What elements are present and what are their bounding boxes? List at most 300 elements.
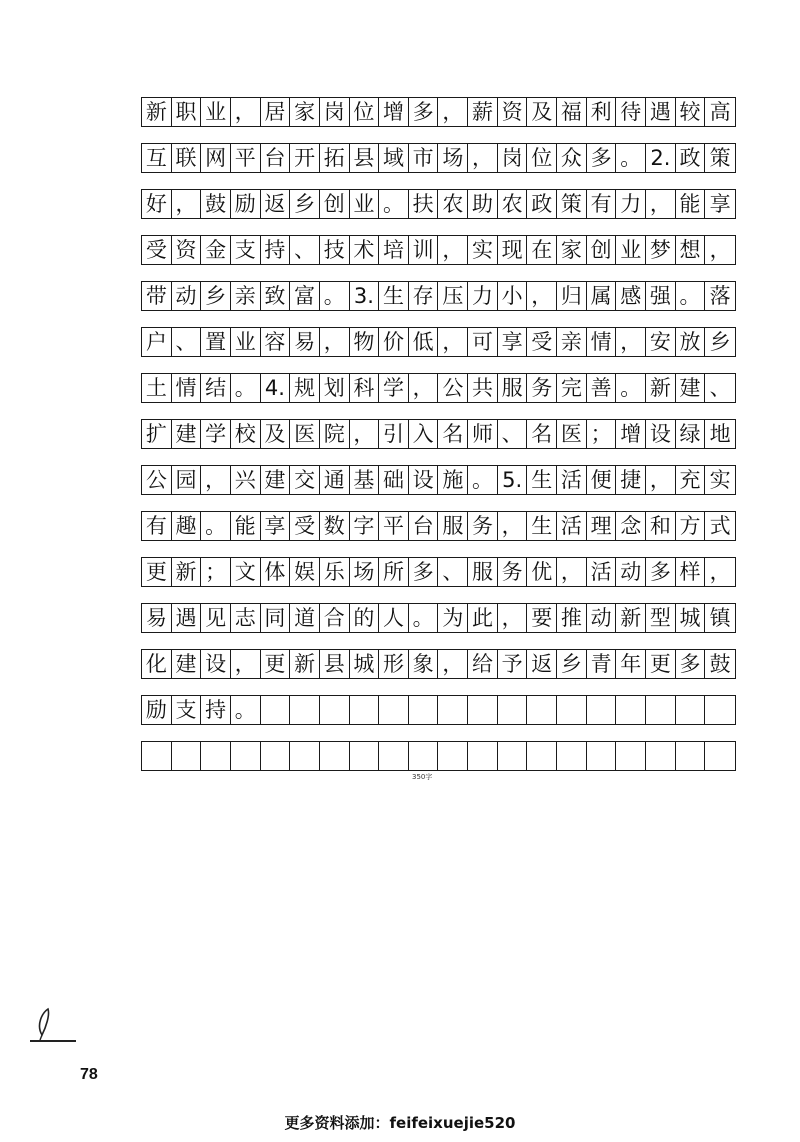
grid-cell: 存 <box>409 282 439 310</box>
grid-cell <box>350 742 380 770</box>
grid-cell: 设 <box>409 466 439 494</box>
grid-cell: 平 <box>379 512 409 540</box>
grid-cell: 返 <box>527 650 557 678</box>
grid-cell: 多 <box>587 144 617 172</box>
grid-cell: 受 <box>290 512 320 540</box>
grid-cell: 家 <box>557 236 587 264</box>
grid-cell: 建 <box>676 374 706 402</box>
grid-cell <box>320 696 350 724</box>
grid-row <box>141 511 736 541</box>
grid-cell: ， <box>646 190 676 218</box>
grid-cell: 有 <box>142 512 172 540</box>
grid-cell <box>616 742 646 770</box>
grid-cell: ， <box>498 604 528 632</box>
grid-cell: 道 <box>290 604 320 632</box>
grid-cell: 务 <box>498 558 528 586</box>
grid-cell: ， <box>527 282 557 310</box>
grid-cell: 在 <box>527 236 557 264</box>
grid-cell <box>498 742 528 770</box>
grid-cell: 落 <box>709 283 731 308</box>
grid-cell: 市 <box>409 144 439 172</box>
grid-cell: 入 <box>409 420 439 448</box>
grid-row <box>141 603 736 633</box>
grid-cell: 低 <box>409 328 439 356</box>
grid-cell: 动 <box>172 282 202 310</box>
grid-row <box>141 235 736 265</box>
grid-cell: 多 <box>676 650 706 678</box>
grid-cell: 趣 <box>172 512 202 540</box>
grid-cell <box>527 742 557 770</box>
grid-row <box>141 373 736 403</box>
grid-cell: 基 <box>350 466 380 494</box>
grid-cell <box>646 742 676 770</box>
grid-cell: 便 <box>587 466 617 494</box>
grid-cell: 医 <box>557 420 587 448</box>
grid-cell <box>438 696 468 724</box>
grid-cell: 创 <box>587 236 617 264</box>
grid-cell: 、 <box>709 375 731 400</box>
grid-cell: 更 <box>646 650 676 678</box>
grid-cell: ， <box>350 420 380 448</box>
grid-cell: 增 <box>616 420 646 448</box>
grid-cell: 业 <box>350 190 380 218</box>
grid-cell: 县 <box>320 650 350 678</box>
grid-cell: 农 <box>438 190 468 218</box>
grid-cell: 放 <box>676 328 706 356</box>
grid-cell: 资 <box>172 236 202 264</box>
grid-cell: 的 <box>350 604 380 632</box>
grid-cell: 高 <box>709 99 731 124</box>
grid-cell: 文 <box>231 558 261 586</box>
grid-cell: 建 <box>172 420 202 448</box>
grid-cell: 此 <box>468 604 498 632</box>
grid-cell <box>557 696 587 724</box>
grid-cell: 施 <box>438 466 468 494</box>
grid-cell: 所 <box>379 558 409 586</box>
grid-cell: 数 <box>320 512 350 540</box>
grid-cell: 乡 <box>290 190 320 218</box>
pen-icon <box>28 1005 78 1045</box>
grid-cell: 服 <box>468 558 498 586</box>
grid-cell: 鼓 <box>709 651 731 676</box>
grid-cell: 校 <box>231 420 261 448</box>
grid-cell: 服 <box>438 512 468 540</box>
grid-cell <box>350 696 380 724</box>
essay-grid <box>141 97 736 787</box>
grid-cell: 。 <box>616 374 646 402</box>
grid-cell: 合 <box>320 604 350 632</box>
grid-cell: ， <box>557 558 587 586</box>
grid-cell: 活 <box>557 466 587 494</box>
grid-cell: 易 <box>142 604 172 632</box>
grid-cell <box>616 696 646 724</box>
grid-cell: 价 <box>379 328 409 356</box>
grid-cell: 情 <box>172 374 202 402</box>
grid-cell: 。 <box>231 696 261 724</box>
grid-cell: 师 <box>468 420 498 448</box>
grid-cell: 多 <box>409 98 439 126</box>
grid-cell: 生 <box>527 512 557 540</box>
footer-note: 更多资料添加：feifeixuejie520 <box>284 1114 516 1132</box>
grid-cell: 励 <box>142 696 172 724</box>
grid-cell: 支 <box>172 696 202 724</box>
grid-cell: ； <box>201 558 231 586</box>
grid-cell: 实 <box>468 236 498 264</box>
grid-cell: 划 <box>320 374 350 402</box>
grid-cell: 捷 <box>616 466 646 494</box>
grid-cell: 居 <box>261 98 291 126</box>
grid-cell: 物 <box>350 328 380 356</box>
grid-cell: 。 <box>379 190 409 218</box>
grid-row <box>141 695 736 725</box>
grid-cell: 设 <box>201 650 231 678</box>
grid-cell: 能 <box>676 190 706 218</box>
grid-cell: 完 <box>557 374 587 402</box>
grid-cell: 善 <box>587 374 617 402</box>
grid-cell: 。 <box>231 374 261 402</box>
grid-cell: 象 <box>409 650 439 678</box>
grid-cell: 新 <box>290 650 320 678</box>
grid-cell <box>468 742 498 770</box>
grid-cell: 多 <box>409 558 439 586</box>
grid-cell: 乡 <box>557 650 587 678</box>
grid-cell: 实 <box>709 467 731 492</box>
grid-cell <box>261 696 291 724</box>
grid-cell: 城 <box>676 604 706 632</box>
grid-cell: 地 <box>709 421 731 446</box>
grid-cell: ， <box>231 650 261 678</box>
grid-cell: ， <box>468 144 498 172</box>
grid-cell: 。 <box>201 512 231 540</box>
grid-cell: 开 <box>290 144 320 172</box>
grid-cell: 策 <box>557 190 587 218</box>
grid-cell: 。 <box>676 282 706 310</box>
grid-cell: 待 <box>616 98 646 126</box>
grid-cell: 规 <box>290 374 320 402</box>
grid-cell: 鼓 <box>201 190 231 218</box>
grid-cell: 础 <box>379 466 409 494</box>
grid-cell: 体 <box>261 558 291 586</box>
grid-cell: ， <box>438 650 468 678</box>
grid-cell: ， <box>320 328 350 356</box>
grid-cell: 乡 <box>201 282 231 310</box>
grid-cell: 致 <box>261 282 291 310</box>
grid-row <box>141 557 736 587</box>
page-number: 78 <box>80 1066 98 1083</box>
grid-cell: 园 <box>172 466 202 494</box>
grid-cell: 台 <box>409 512 439 540</box>
grid-cell: 县 <box>350 144 380 172</box>
grid-cell: 为 <box>438 604 468 632</box>
grid-cell: 3. <box>350 282 380 310</box>
grid-cell: 城 <box>350 650 380 678</box>
grid-cell: 4. <box>261 374 291 402</box>
grid-cell: 业 <box>231 328 261 356</box>
grid-cell: 引 <box>379 420 409 448</box>
grid-cell: 学 <box>379 374 409 402</box>
grid-cell: 。 <box>409 604 439 632</box>
grid-cell: 生 <box>379 282 409 310</box>
grid-cell: 富 <box>290 282 320 310</box>
grid-cell: 平 <box>231 144 261 172</box>
grid-cell: 式 <box>709 513 731 538</box>
grid-cell: 众 <box>557 144 587 172</box>
grid-row <box>141 97 736 127</box>
grid-cell <box>705 742 735 770</box>
grid-cell: 家 <box>290 98 320 126</box>
grid-cell: 可 <box>468 328 498 356</box>
grid-cell: 位 <box>350 98 380 126</box>
grid-cell: 。 <box>468 466 498 494</box>
grid-cell: 化 <box>142 650 172 678</box>
grid-cell: 更 <box>142 558 172 586</box>
grid-cell: 梦 <box>646 236 676 264</box>
grid-cell: 金 <box>201 236 231 264</box>
grid-cell: 新 <box>616 604 646 632</box>
grid-cell: 台 <box>261 144 291 172</box>
grid-cell: 年 <box>616 650 646 678</box>
grid-cell: 。 <box>616 144 646 172</box>
grid-cell: ， <box>438 98 468 126</box>
grid-cell: 力 <box>616 190 646 218</box>
grid-cell: 同 <box>261 604 291 632</box>
grid-row <box>141 419 736 449</box>
grid-cell: ， <box>409 374 439 402</box>
grid-cell: ， <box>201 466 231 494</box>
grid-cell <box>557 742 587 770</box>
grid-cell: 受 <box>142 236 172 264</box>
grid-cell: 亲 <box>557 328 587 356</box>
grid-cell: 职 <box>172 98 202 126</box>
grid-cell: 建 <box>172 650 202 678</box>
grid-cell: 和 <box>646 512 676 540</box>
grid-cell: 有 <box>587 190 617 218</box>
grid-cell: 助 <box>468 190 498 218</box>
grid-cell: 想 <box>676 236 706 264</box>
grid-cell: 名 <box>438 420 468 448</box>
grid-cell <box>201 742 231 770</box>
grid-cell: 政 <box>527 190 557 218</box>
grid-cell: 力 <box>468 282 498 310</box>
grid-cell: 生 <box>527 466 557 494</box>
grid-cell: 新 <box>172 558 202 586</box>
grid-cell: 好 <box>142 190 172 218</box>
grid-cell: 乡 <box>709 329 731 354</box>
grid-cell: 业 <box>616 236 646 264</box>
grid-cell: 户 <box>142 328 172 356</box>
grid-cell <box>261 742 291 770</box>
grid-cell: 娱 <box>290 558 320 586</box>
grid-row <box>141 327 736 357</box>
grid-cell: ， <box>616 328 646 356</box>
grid-cell: 通 <box>320 466 350 494</box>
grid-cell <box>587 742 617 770</box>
grid-cell: 励 <box>231 190 261 218</box>
grid-cell: 利 <box>587 98 617 126</box>
grid-cell: 策 <box>709 145 731 170</box>
grid-cell: 扶 <box>409 190 439 218</box>
grid-row <box>141 281 736 311</box>
grid-cell: 持 <box>201 696 231 724</box>
grid-cell: 公 <box>438 374 468 402</box>
grid-cell: 增 <box>379 98 409 126</box>
grid-cell: ， <box>231 98 261 126</box>
grid-cell: 较 <box>676 98 706 126</box>
grid-cell: 训 <box>409 236 439 264</box>
grid-cell: 网 <box>201 144 231 172</box>
grid-cell <box>231 742 261 770</box>
grid-cell: 方 <box>676 512 706 540</box>
grid-cell: 人 <box>379 604 409 632</box>
grid-cell: 结 <box>201 374 231 402</box>
grid-cell: 容 <box>261 328 291 356</box>
grid-cell: 念 <box>616 512 646 540</box>
grid-cell: 多 <box>646 558 676 586</box>
grid-row <box>141 741 736 771</box>
grid-cell: 归 <box>557 282 587 310</box>
grid-cell: 字 <box>350 512 380 540</box>
grid-cell: 感 <box>616 282 646 310</box>
grid-cell: 形 <box>379 650 409 678</box>
grid-cell: 科 <box>350 374 380 402</box>
grid-cell: ， <box>646 466 676 494</box>
grid-cell: 新 <box>646 374 676 402</box>
grid-cell: 土 <box>142 374 172 402</box>
grid-cell: 活 <box>587 558 617 586</box>
grid-cell <box>468 696 498 724</box>
grid-cell: 安 <box>646 328 676 356</box>
grid-cell <box>527 696 557 724</box>
grid-cell: 推 <box>557 604 587 632</box>
grid-cell <box>290 742 320 770</box>
grid-cell: ， <box>498 512 528 540</box>
grid-cell: 要 <box>527 604 557 632</box>
grid-cell: 、 <box>172 328 202 356</box>
grid-cell: 亲 <box>231 282 261 310</box>
grid-cell: 样 <box>676 558 706 586</box>
grid-cell: 乐 <box>320 558 350 586</box>
grid-cell <box>409 696 439 724</box>
grid-row <box>141 189 736 219</box>
grid-cell: 充 <box>676 466 706 494</box>
grid-cell: ， <box>438 328 468 356</box>
grid-cell: 带 <box>142 282 172 310</box>
grid-cell: 公 <box>142 466 172 494</box>
word-count-label: 350字 <box>412 773 433 781</box>
grid-cell: 服 <box>498 374 528 402</box>
grid-cell: 业 <box>201 98 231 126</box>
grid-cell: 技 <box>320 236 350 264</box>
grid-cell: 院 <box>320 420 350 448</box>
grid-cell: 绿 <box>676 420 706 448</box>
grid-cell: 更 <box>261 650 291 678</box>
grid-cell: 属 <box>587 282 617 310</box>
grid-cell: 支 <box>231 236 261 264</box>
grid-cell: 场 <box>438 144 468 172</box>
grid-cell: 活 <box>557 512 587 540</box>
grid-cell: ， <box>172 190 202 218</box>
grid-cell: 务 <box>468 512 498 540</box>
grid-cell: 及 <box>261 420 291 448</box>
grid-cell: 学 <box>201 420 231 448</box>
grid-cell: 型 <box>646 604 676 632</box>
grid-cell: 联 <box>172 144 202 172</box>
grid-cell: 扩 <box>142 420 172 448</box>
grid-cell: ， <box>438 236 468 264</box>
grid-cell: 遇 <box>646 98 676 126</box>
grid-cell: 资 <box>498 98 528 126</box>
grid-cell: 、 <box>290 236 320 264</box>
grid-cell: 农 <box>498 190 528 218</box>
grid-cell: 共 <box>468 374 498 402</box>
grid-cell <box>379 742 409 770</box>
grid-cell: 交 <box>290 466 320 494</box>
grid-cell: 返 <box>261 190 291 218</box>
grid-cell: 动 <box>616 558 646 586</box>
grid-cell: 强 <box>646 282 676 310</box>
grid-cell: 镇 <box>709 605 731 630</box>
grid-cell: 理 <box>587 512 617 540</box>
grid-cell: 志 <box>231 604 261 632</box>
grid-cell: 给 <box>468 650 498 678</box>
grid-cell <box>498 696 528 724</box>
grid-cell: 压 <box>438 282 468 310</box>
grid-cell: 青 <box>587 650 617 678</box>
grid-cell: 场 <box>350 558 380 586</box>
grid-cell <box>379 696 409 724</box>
grid-cell: 享 <box>709 191 731 216</box>
grid-cell: 动 <box>587 604 617 632</box>
grid-cell: 享 <box>261 512 291 540</box>
grid-cell: 岗 <box>498 144 528 172</box>
grid-cell: 、 <box>438 558 468 586</box>
grid-cell <box>142 742 172 770</box>
grid-cell: 设 <box>646 420 676 448</box>
grid-cell: 福 <box>557 98 587 126</box>
grid-cell <box>676 696 706 724</box>
grid-cell <box>646 696 676 724</box>
grid-row <box>141 143 736 173</box>
grid-cell: ， <box>709 559 731 584</box>
grid-cell: 务 <box>527 374 557 402</box>
grid-cell: 予 <box>498 650 528 678</box>
grid-cell: 培 <box>379 236 409 264</box>
grid-cell: 及 <box>527 98 557 126</box>
grid-cell: 置 <box>201 328 231 356</box>
grid-cell: 能 <box>231 512 261 540</box>
grid-cell <box>290 696 320 724</box>
grid-cell: 医 <box>290 420 320 448</box>
grid-cell: 位 <box>527 144 557 172</box>
grid-cell <box>676 742 706 770</box>
grid-cell: 情 <box>587 328 617 356</box>
grid-cell: 持 <box>261 236 291 264</box>
grid-cell: 政 <box>676 144 706 172</box>
grid-cell: 。 <box>320 282 350 310</box>
grid-cell <box>409 742 439 770</box>
grid-cell <box>587 696 617 724</box>
grid-cell <box>705 696 735 724</box>
grid-cell: 新 <box>142 98 172 126</box>
grid-cell: 薪 <box>468 98 498 126</box>
grid-cell: 名 <box>527 420 557 448</box>
grid-cell: 受 <box>527 328 557 356</box>
grid-cell <box>172 742 202 770</box>
grid-cell: 拓 <box>320 144 350 172</box>
grid-cell: 互 <box>142 144 172 172</box>
grid-row <box>141 465 736 495</box>
grid-cell: 见 <box>201 604 231 632</box>
